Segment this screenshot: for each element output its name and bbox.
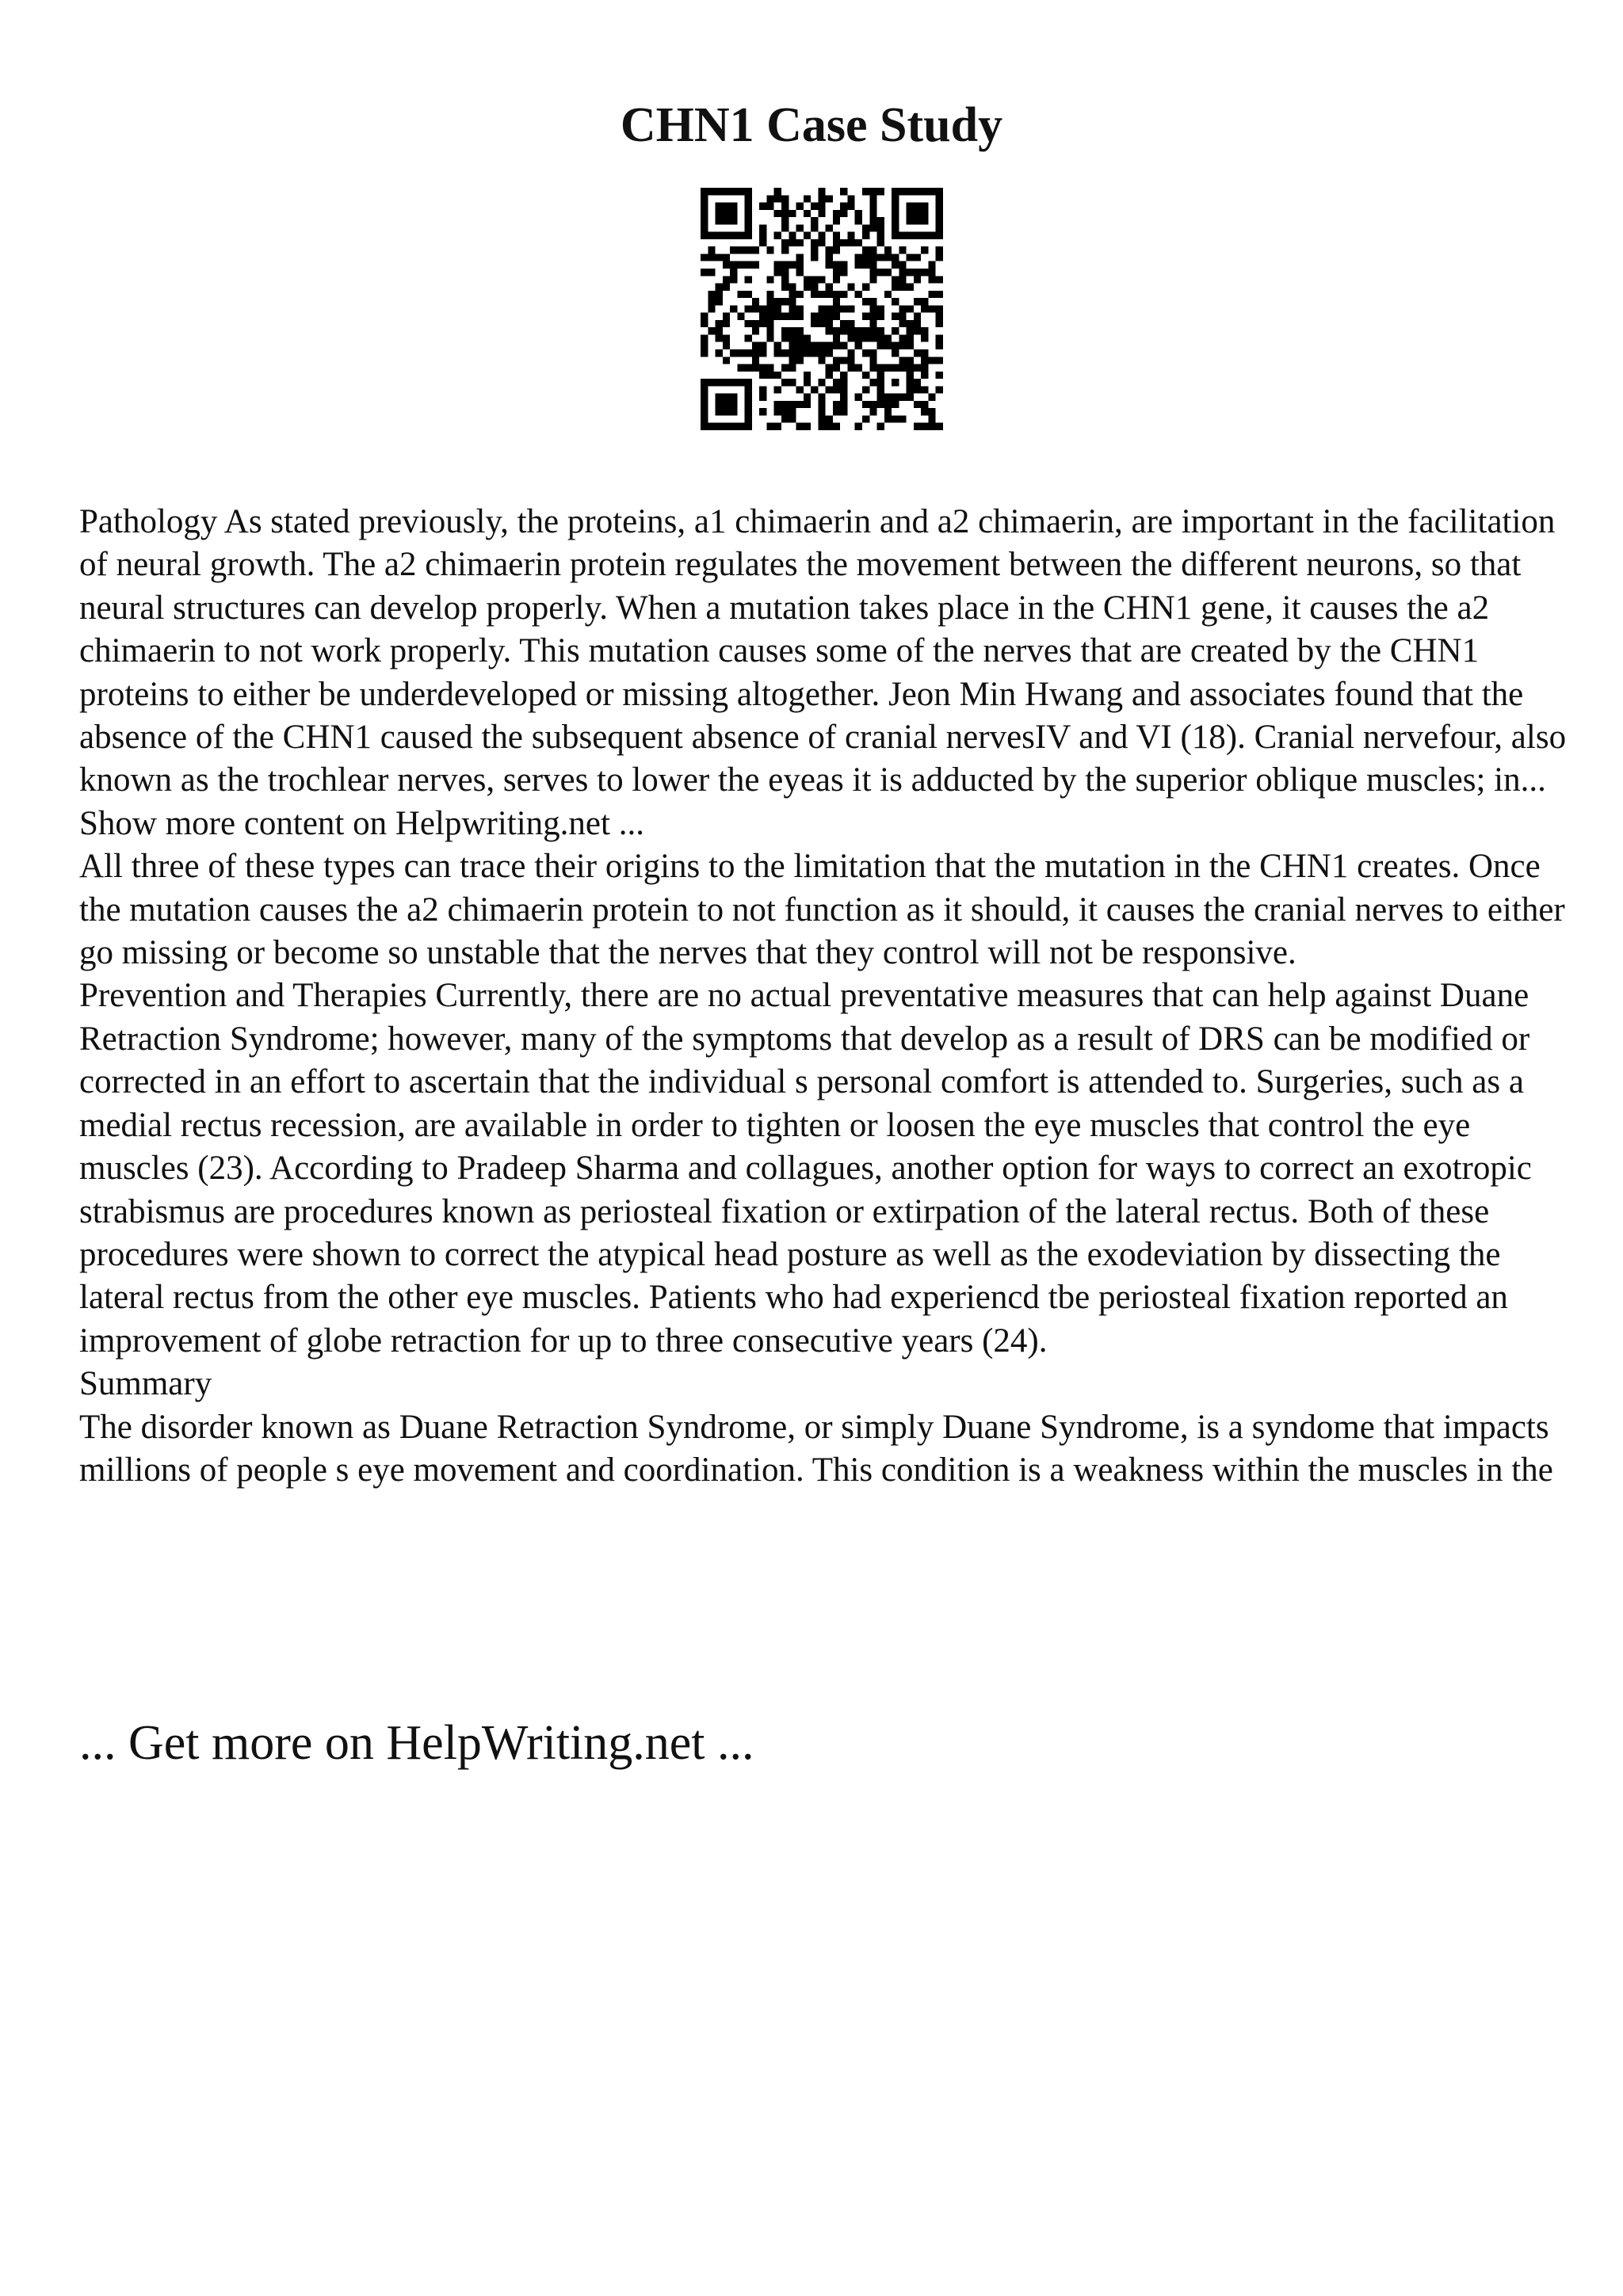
article-body [79,501,1569,1492]
paragraph-summary: The disorder known as Duane Retraction Syndrome, or simply Duane Syndrome, is a syndome that impacts millions of people s eye movement and coordination. This condition is a weakness within the muscles in the [79,1408,1553,1489]
paragraph-pathology: Pathology As stated previously, the proteins, a1 chimaerin and a2 chimaerin, are important in the facilitation of neural growth. The a2 chimaerin protein regulates the movement between the different neurons, so that neural structures can develop properly. When a mutation takes place in the CHN1 gene, it causes the a2 chimaerin to not work properly. This mutation causes some of the nerves that are created by the CHN1 proteins to either be underdeveloped or missing altogether. Jeon Min Hwang and associates found that the absence of the CHN1 caused the subsequent absence of cranial nervesIV and VI (18). Cranial nervefour, also known as the trochlear nerves, serves to lower the eyeas it is adducted by the superior oblique muscles; in... Show more content on Helpwriting.net ... [79,503,1567,842]
get-more-link[interactable]: ... Get more on HelpWriting.net ... [79,1716,754,1770]
qr-code-icon[interactable] [701,188,943,430]
page-title: CHN1 Case Study [620,98,1003,152]
paragraph-prevention-therapies: Prevention and Therapies Currently, there are no actual preventative measures that can help against Duane Retraction Syndrome; however, many of the symptoms that develop as a result of DRS can be modified or corrected in an effort to ascertain that the individual s personal comfort is attended to. Surgeries, such as a medial rectus recession, are available in order to tighten or loosen the eye muscles that control the eye muscles (23). According to Pradeep Sharma and collagues, another option for ways to correct an exotropic strabismus are procedures known as periosteal fixation or extirpation of the lateral rectus. Both of these procedures were shown to correct the atypical head posture as well as the exodeviation by dissecting the lateral rectus from the other eye muscles. Patients who had experiencd tbe periosteal fixation reported an improvement of globe retraction for up to three consecutive years (24). [79,977,1532,1360]
section-heading-summary: Summary [79,1365,212,1403]
paragraph-types-origin: All three of these types can trace their origins to the limitation that the mutation in the CHN1 creates. Once the mutation causes the a2 chimaerin protein to not function as it should, it causes the cranial nerves to either go missing or become so unstable that the nerves that they control will not be responsive. [79,848,1565,972]
qr-code-graphic [701,188,943,430]
